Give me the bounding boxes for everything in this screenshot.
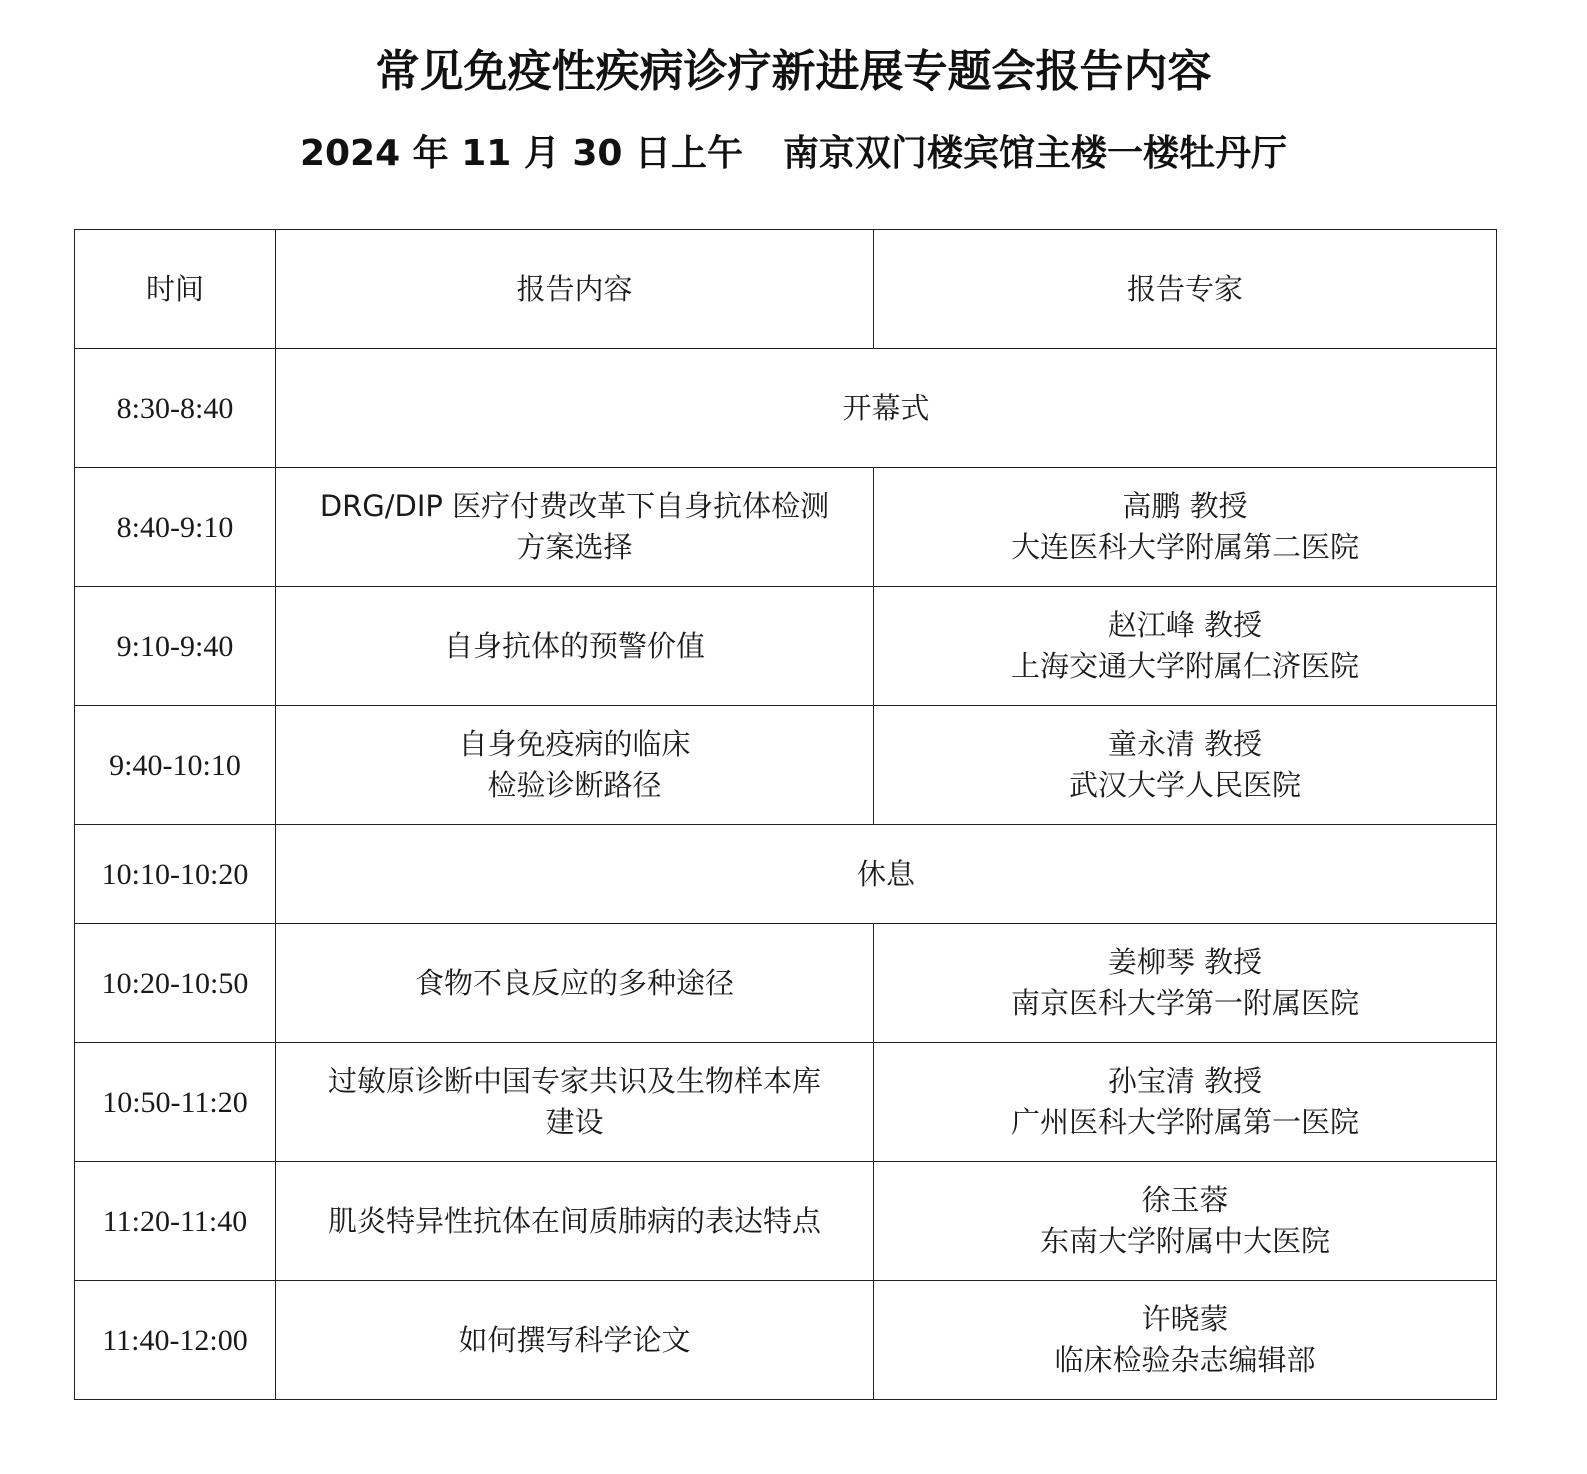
speaker-name: 孙宝清 教授 [1107,1064,1263,1098]
row-speaker [874,706,1497,825]
topic-line: 食物不良反应的多种途径 [414,965,734,1000]
header-speaker: 报告专家 [874,230,1497,349]
row-time: 10:20-10:50 [75,924,276,1043]
table-row [75,825,1497,924]
row-topic [276,706,874,825]
row-speaker [874,1281,1497,1400]
row-topic [276,924,874,1043]
table-row [75,587,1497,706]
speaker-org: 临床检验杂志编辑部 [1054,1343,1316,1377]
topic-line: 建设 [545,1105,604,1139]
page-title: 常见免疫性疾病诊疗新进展专题会报告内容 [375,46,1212,97]
row-time: 8:40-9:10 [75,468,276,587]
speaker-name: 许晓蒙 [1141,1302,1229,1336]
table-row [75,349,1497,468]
row-topic [276,1162,874,1281]
topic-line: 如何撰写科学论文 [458,1322,691,1357]
topic-line: 过敏原诊断中国专家共识及生物样本库 [327,1064,821,1098]
row-speaker [874,1043,1497,1162]
topic-line: 方案选择 [516,530,633,564]
speaker-name: 赵江峰 教授 [1107,608,1263,642]
topic-line: 自身抗体的预警价值 [443,628,705,663]
table-row [75,924,1497,1043]
speaker-name: 徐玉蓉 [1141,1183,1229,1217]
topic-line: 肌炎特异性抗体在间质肺病的表达特点 [327,1203,821,1238]
table-row [75,1162,1497,1281]
row-speaker [874,924,1497,1043]
row-merged-event: 休息 [276,825,1497,924]
row-time: 10:10-10:20 [75,825,276,924]
row-time: 11:40-12:00 [75,1281,276,1400]
topic-line: 检验诊断路径 [487,768,662,802]
speaker-org: 东南大学附属中大医院 [1039,1224,1330,1258]
table-header-row [75,230,1497,349]
header-topic: 报告内容 [276,230,874,349]
row-speaker [874,587,1497,706]
speaker-org: 南京医科大学第一附属医院 [1010,986,1359,1020]
row-topic [276,468,874,587]
row-topic [276,1043,874,1162]
row-time: 8:30-8:40 [75,349,276,468]
header-time: 时间 [75,230,276,349]
speaker-org: 大连医科大学附属第二医院 [1010,530,1359,564]
row-merged-event: 开幕式 [276,349,1497,468]
topic-line: DRG/DIP 医疗付费改革下自身抗体检测 [319,489,830,523]
table-row [75,468,1497,587]
table-row [75,1281,1497,1400]
row-topic [276,587,874,706]
row-time: 10:50-11:20 [75,1043,276,1162]
meeting-date: 2024 年 11 月 30 日上午 [299,133,744,174]
row-speaker [874,468,1497,587]
row-time: 11:20-11:40 [75,1162,276,1281]
meeting-venue: 南京双门楼宾馆主楼一楼牡丹厅 [783,133,1288,174]
row-speaker [874,1162,1497,1281]
speaker-name: 童永清 教授 [1107,727,1263,761]
speaker-name: 高鹏 教授 [1122,489,1248,523]
page-subtitle [0,128,1587,180]
speaker-org: 广州医科大学附属第一医院 [1010,1105,1359,1139]
topic-line: 自身免疫病的临床 [458,727,691,761]
row-time: 9:10-9:40 [75,587,276,706]
table-row [75,706,1497,825]
row-time: 9:40-10:10 [75,706,276,825]
schedule-table [74,229,1497,1400]
speaker-org: 上海交通大学附属仁济医院 [1010,649,1359,683]
speaker-name: 姜柳琴 教授 [1107,945,1263,979]
table-row [75,1043,1497,1162]
row-topic [276,1281,874,1400]
speaker-org: 武汉大学人民医院 [1068,768,1301,802]
